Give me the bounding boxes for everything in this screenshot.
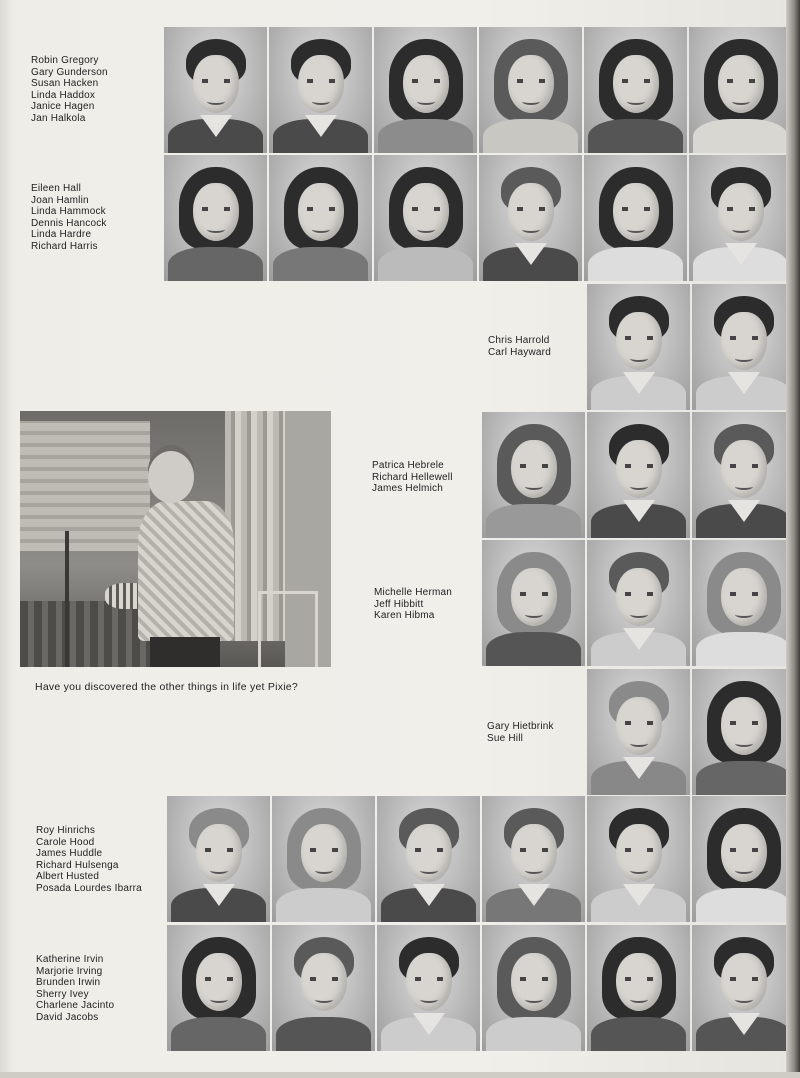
student-name: Chris Harrold xyxy=(488,335,550,346)
student-portrait xyxy=(482,925,585,1051)
student-name: Janice Hagen xyxy=(31,101,95,113)
name-list-group-2 xyxy=(31,183,107,253)
student-name: Eileen Hall xyxy=(31,183,82,194)
candid-caption: Have you discovered the other things in life yet Pixie? xyxy=(35,681,298,693)
student-portrait xyxy=(482,540,585,666)
student-portrait xyxy=(587,796,690,922)
student-name: Katherine Irvin xyxy=(36,954,104,965)
student-name: Susan Hacken xyxy=(31,78,99,90)
student-name: Michelle Herman xyxy=(374,587,453,598)
student-portrait xyxy=(482,412,585,538)
student-portrait xyxy=(164,27,267,153)
name-list-group-1 xyxy=(31,55,108,125)
student-portrait xyxy=(482,796,585,922)
student-name: Joan Hamlin xyxy=(31,194,89,206)
name-list-group-7 xyxy=(36,825,142,895)
student-portrait xyxy=(587,412,690,538)
student-portrait xyxy=(377,925,480,1051)
student-portrait xyxy=(587,925,690,1051)
student-name: Marjorie Irving xyxy=(36,965,103,977)
student-portrait xyxy=(167,925,270,1051)
student-portrait xyxy=(692,796,795,922)
student-name: Dennis Hancock xyxy=(31,217,107,229)
student-name: Richard Hulsenga xyxy=(36,859,119,871)
student-name: Gary Hietbrink xyxy=(487,721,554,732)
student-portrait xyxy=(374,27,477,153)
student-portrait xyxy=(167,796,270,922)
student-name: David Jacobs xyxy=(36,1011,99,1023)
student-name: Jan Halkola xyxy=(31,112,86,124)
student-portrait xyxy=(692,540,795,666)
student-name: Richard Harris xyxy=(31,240,98,252)
student-portrait xyxy=(377,796,480,922)
student-portrait xyxy=(692,412,795,538)
student-name: Carl Hayward xyxy=(488,346,551,358)
student-portrait xyxy=(374,155,477,281)
student-portrait xyxy=(479,27,582,153)
page-bottom-edge xyxy=(0,1072,800,1078)
student-name: Linda Haddox xyxy=(31,89,96,101)
candid-photo xyxy=(20,411,331,667)
student-name: Carole Hood xyxy=(36,836,95,848)
student-portrait xyxy=(587,284,690,410)
student-name: Robin Gregory xyxy=(31,55,99,66)
student-portrait xyxy=(692,284,795,410)
student-portrait xyxy=(164,155,267,281)
student-portrait xyxy=(584,27,687,153)
student-name: Richard Hellewell xyxy=(372,471,453,483)
page-spine xyxy=(786,0,800,1078)
student-name: Roy Hinrichs xyxy=(36,825,96,836)
student-portrait xyxy=(587,540,690,666)
name-list-group-3 xyxy=(488,335,551,358)
student-name: Charlene Jacinto xyxy=(36,1000,115,1012)
student-name: Linda Hardre xyxy=(31,229,92,241)
name-list-group-6 xyxy=(487,721,554,744)
student-name: James Helmich xyxy=(372,483,443,495)
student-portrait xyxy=(479,155,582,281)
student-portrait xyxy=(272,796,375,922)
student-name: Posada Lourdes Ibarra xyxy=(36,882,142,894)
student-name: Jeff Hibbitt xyxy=(374,598,424,610)
student-portrait xyxy=(689,155,792,281)
student-name: Brunden Irwin xyxy=(36,977,101,989)
student-portrait xyxy=(692,669,795,795)
student-name: Albert Husted xyxy=(36,871,100,883)
student-name: Patrica Hebrele xyxy=(372,460,444,471)
student-name: Gary Gunderson xyxy=(31,66,108,78)
student-portrait xyxy=(689,27,792,153)
student-name: James Huddle xyxy=(36,848,103,860)
student-portrait xyxy=(272,925,375,1051)
student-name: Sue Hill xyxy=(487,732,524,744)
student-name: Karen Hibma xyxy=(374,610,435,622)
name-list-group-5 xyxy=(374,587,452,622)
student-name: Sherry Ivey xyxy=(36,988,89,1000)
name-list-group-4 xyxy=(372,460,453,495)
student-portrait xyxy=(269,155,372,281)
student-portrait xyxy=(584,155,687,281)
student-name: Linda Hammock xyxy=(31,206,106,218)
student-portrait xyxy=(692,925,795,1051)
student-portrait xyxy=(269,27,372,153)
student-portrait xyxy=(587,669,690,795)
name-list-group-8 xyxy=(36,954,114,1024)
